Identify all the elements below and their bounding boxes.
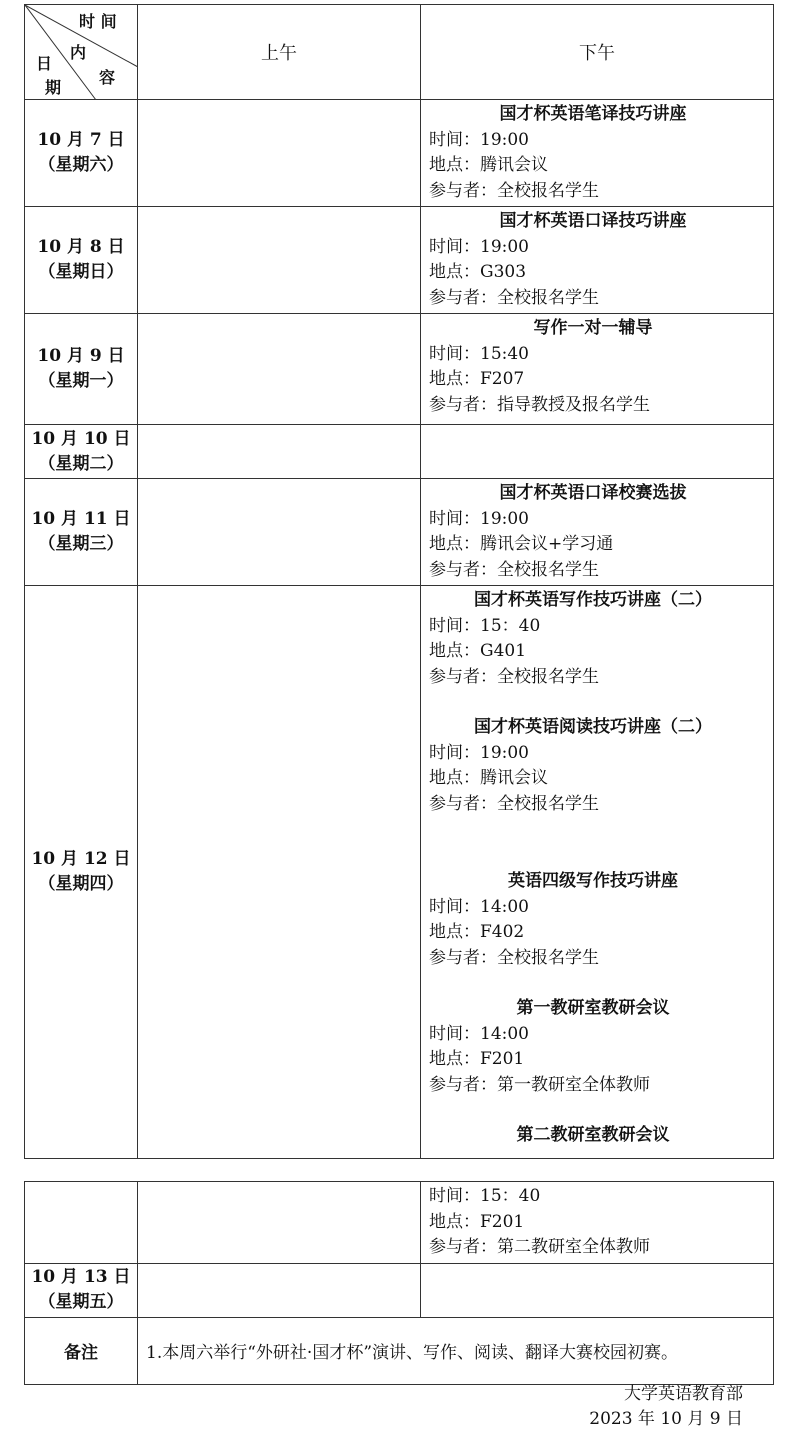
weekday-text: （星期三） xyxy=(38,534,124,554)
spacer xyxy=(429,690,773,715)
event-time: 时间：15：40 xyxy=(429,1186,541,1206)
date-cell xyxy=(25,207,138,314)
notes-label: 备注 xyxy=(25,1317,138,1384)
afternoon-cell xyxy=(421,314,774,425)
morning-cell xyxy=(138,1263,421,1317)
event-place: 地点：G401 xyxy=(429,641,527,661)
event-participants: 参与者：第二教研室全体教师 xyxy=(429,1237,650,1257)
event-participants: 参与者：全校报名学生 xyxy=(429,947,599,968)
event-time: 时间：19:00 xyxy=(429,508,529,529)
footer-org: 大学英语教育部 xyxy=(624,1384,743,1404)
header-date-label-2: 期 xyxy=(45,78,62,97)
schedule-row xyxy=(25,479,774,586)
event-title: 国才杯英语笔译技巧讲座 xyxy=(499,104,687,124)
header-time-label: 时 间 xyxy=(79,12,117,31)
date-text: 10 月 12 日 xyxy=(31,849,131,869)
event-time: 时间：19:00 xyxy=(429,742,529,763)
event-time: 时间：14:00 xyxy=(429,896,529,917)
date-cell xyxy=(25,586,138,1159)
event-time: 时间：19:00 xyxy=(429,129,529,150)
afternoon-cell xyxy=(421,100,774,207)
date-text: 10 月 7 日 xyxy=(37,130,125,150)
date-cell xyxy=(25,314,138,425)
schedule-row xyxy=(25,100,774,207)
schedule-table xyxy=(24,4,774,1159)
afternoon-cell xyxy=(421,425,774,479)
schedule-row xyxy=(25,314,774,425)
event-participants: 参与者：全校报名学生 xyxy=(429,793,599,814)
schedule-row xyxy=(25,1263,774,1317)
header-afternoon: 下午 xyxy=(421,5,774,100)
event-place: 地点：G303 xyxy=(429,262,527,282)
event-participants: 参与者：指导教授及报名学生 xyxy=(429,394,650,415)
date-cell xyxy=(25,479,138,586)
date-cell xyxy=(25,100,138,207)
afternoon-cell xyxy=(421,1182,774,1264)
event-participants: 参与者：全校报名学生 xyxy=(429,666,599,687)
event-title: 写作一对一辅导 xyxy=(533,318,653,338)
event-place: 地点：腾讯会议 xyxy=(429,768,548,788)
event-participants: 参与者：全校报名学生 xyxy=(429,180,599,201)
notes-text: 1.本周六举行“外研社·国才杯”演讲、写作、阅读、翻译大赛校园初赛。 xyxy=(138,1317,774,1384)
event-title: 国才杯英语写作技巧讲座（二） xyxy=(474,590,712,610)
event-place: 地点：F201 xyxy=(429,1049,525,1069)
weekday-text: （星期五） xyxy=(38,1292,124,1312)
header-row xyxy=(25,5,774,100)
header-date-label-1: 日 xyxy=(36,54,53,73)
date-text: 10 月 11 日 xyxy=(31,509,131,529)
date-text: 10 月 13 日 xyxy=(31,1267,131,1287)
continuation-row xyxy=(25,1182,774,1264)
event-participants: 参与者：全校报名学生 xyxy=(429,287,599,308)
weekday-text: （星期一） xyxy=(38,371,124,391)
event-place: 地点：F207 xyxy=(429,369,525,389)
date-cell xyxy=(25,425,138,479)
date-text: 10 月 10 日 xyxy=(31,428,131,449)
footer xyxy=(589,1382,743,1432)
afternoon-cell xyxy=(421,479,774,586)
event-title: 第一教研室教研会议 xyxy=(516,998,670,1018)
event-participants: 参与者：全校报名学生 xyxy=(429,559,599,580)
event-time: 时间：15：40 xyxy=(429,615,541,636)
schedule-row xyxy=(25,425,774,479)
schedule-row xyxy=(25,207,774,314)
event-time: 时间：14:00 xyxy=(429,1023,529,1044)
event-place: 地点：腾讯会议+学习通 xyxy=(429,534,614,554)
morning-cell xyxy=(138,586,421,1159)
event-time: 时间：15:40 xyxy=(429,343,529,364)
event-title: 英语四级写作技巧讲座 xyxy=(508,871,678,891)
event-title: 第二教研室教研会议 xyxy=(516,1125,670,1145)
header-content-label-1: 内 xyxy=(70,43,87,62)
schedule-row xyxy=(25,586,774,1159)
spacer xyxy=(429,817,773,869)
morning-cell xyxy=(138,207,421,314)
event-title: 国才杯英语口译校赛选拔 xyxy=(499,483,687,503)
spacer xyxy=(429,1098,773,1123)
morning-cell xyxy=(138,100,421,207)
weekday-text: （星期二） xyxy=(38,453,124,474)
spacer xyxy=(429,971,773,996)
date-text: 10 月 9 日 xyxy=(37,346,125,366)
afternoon-cell xyxy=(421,1263,774,1317)
morning-cell xyxy=(138,425,421,479)
header-morning: 上午 xyxy=(138,5,421,100)
header-content-label-2: 容 xyxy=(99,68,116,87)
morning-cell xyxy=(138,1182,421,1264)
event-place: 地点：F402 xyxy=(429,922,525,942)
date-cell xyxy=(25,1182,138,1264)
event-place: 地点：F201 xyxy=(429,1211,525,1232)
afternoon-cell xyxy=(421,207,774,314)
date-cell xyxy=(25,1263,138,1317)
event-title: 国才杯英语阅读技巧讲座（二） xyxy=(474,717,712,737)
event-time: 时间：19:00 xyxy=(429,236,529,257)
morning-cell xyxy=(138,314,421,425)
event-place: 地点：腾讯会议 xyxy=(429,155,548,175)
event-participants: 参与者：第一教研室全体教师 xyxy=(429,1074,650,1095)
weekday-text: （星期日） xyxy=(38,262,124,282)
event-title: 国才杯英语口译技巧讲座 xyxy=(499,211,687,231)
notes-row xyxy=(25,1317,774,1384)
weekday-text: （星期六） xyxy=(38,155,124,175)
schedule-table-continued xyxy=(24,1181,774,1385)
date-text: 10 月 8 日 xyxy=(37,237,125,257)
header-diagonal-cell xyxy=(25,5,138,100)
footer-date: 2023 年 10 月 9 日 xyxy=(589,1409,743,1429)
weekday-text: （星期四） xyxy=(38,874,124,894)
morning-cell xyxy=(138,479,421,586)
afternoon-cell xyxy=(421,586,774,1159)
